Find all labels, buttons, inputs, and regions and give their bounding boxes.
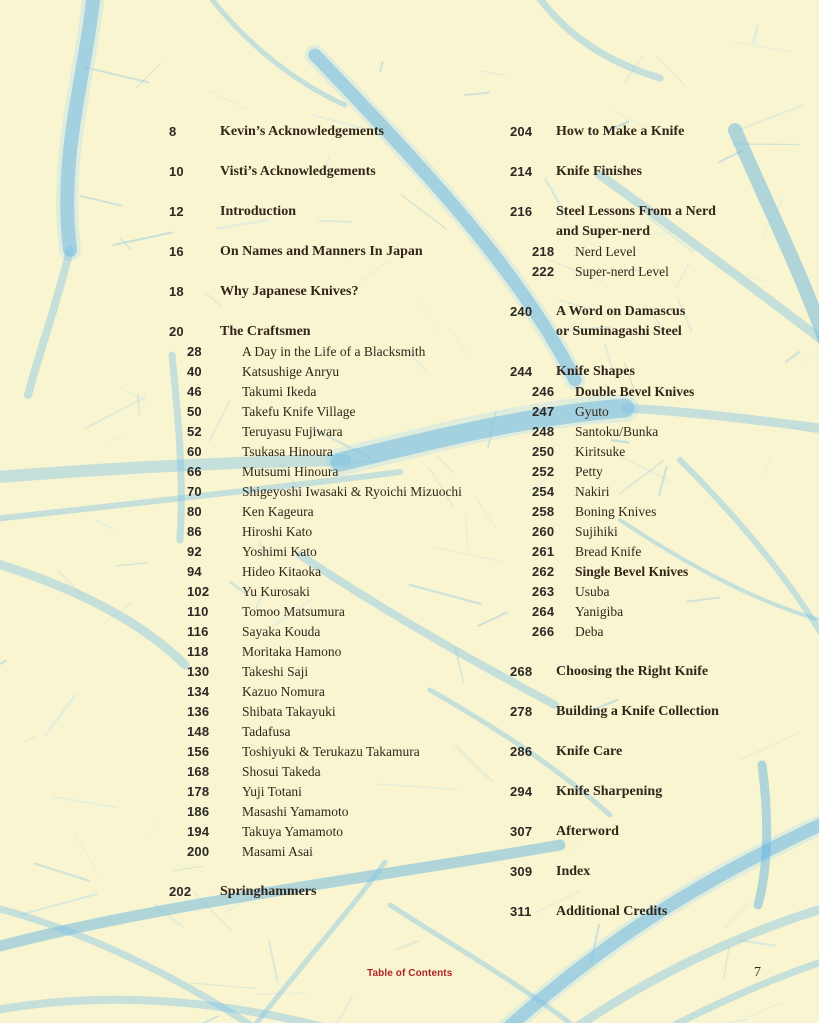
toc-entry-title: Takumi Ikeda bbox=[242, 384, 317, 399]
toc-entry bbox=[169, 422, 504, 442]
toc-entry-title: Additional Credits bbox=[556, 904, 668, 919]
toc-entry bbox=[169, 542, 504, 562]
toc-entry bbox=[510, 242, 815, 262]
toc-entry-title: Toshiyuki & Terukazu Takamura bbox=[242, 744, 420, 759]
toc-entry-page-number: 186 bbox=[187, 804, 210, 819]
toc-entry-title: Hideo Kitaoka bbox=[242, 564, 322, 579]
toc-entry-page-number: 46 bbox=[187, 384, 202, 399]
toc-entry bbox=[510, 562, 815, 582]
toc-entry-page-number: 94 bbox=[187, 564, 202, 579]
toc-entry bbox=[510, 742, 815, 762]
toc-entry-title: Petty bbox=[575, 464, 603, 479]
toc-entry bbox=[510, 702, 815, 722]
toc-entry-page-number: 12 bbox=[169, 204, 184, 219]
toc-column-left bbox=[169, 122, 504, 902]
toc-entry bbox=[510, 862, 815, 882]
toc-entry bbox=[169, 782, 504, 802]
toc-entry-page-number: 194 bbox=[187, 824, 210, 839]
toc-entry-page-number: 204 bbox=[510, 124, 533, 139]
toc-entry-title: Single Bevel Knives bbox=[575, 564, 689, 579]
toc-entry-page-number: 268 bbox=[510, 664, 533, 679]
toc-entry-page-number: 202 bbox=[169, 884, 192, 899]
toc-entry-title: Springhammers bbox=[220, 884, 317, 899]
toc-entry-title: Boning Knives bbox=[575, 504, 657, 519]
toc-entry bbox=[510, 482, 815, 502]
toc-entry-page-number: 130 bbox=[187, 664, 210, 679]
toc-entry bbox=[169, 122, 504, 142]
toc-entry bbox=[169, 802, 504, 822]
toc-entry bbox=[169, 702, 504, 722]
toc-entry bbox=[169, 842, 504, 862]
toc-entry bbox=[510, 582, 815, 602]
page-number: 7 bbox=[754, 965, 761, 980]
toc-entry-page-number: 258 bbox=[532, 504, 555, 519]
toc-entry-page-number: 216 bbox=[510, 204, 533, 219]
toc-entry-page-number: 136 bbox=[187, 704, 210, 719]
toc-entry-title: Super-nerd Level bbox=[575, 264, 669, 279]
toc-entry-title: Knife Sharpening bbox=[556, 784, 663, 799]
toc-entry-page-number: 250 bbox=[532, 444, 555, 459]
toc-entry bbox=[169, 762, 504, 782]
toc-entry-page-number: 148 bbox=[187, 724, 210, 739]
toc-entry-title: A Day in the Life of a Blacksmith bbox=[242, 344, 426, 359]
toc-entry-title: Kiritsuke bbox=[575, 444, 626, 459]
toc-entry-page-number: 92 bbox=[187, 544, 202, 559]
toc-entry bbox=[169, 882, 504, 902]
toc-entry-title: The Craftsmen bbox=[220, 324, 311, 339]
toc-entry-title: Sujihiki bbox=[575, 524, 618, 539]
toc-entry bbox=[169, 482, 504, 502]
toc-entry-page-number: 86 bbox=[187, 524, 202, 539]
toc-entry bbox=[510, 362, 815, 382]
toc-entry-page-number: 118 bbox=[187, 644, 209, 659]
toc-entry bbox=[510, 902, 815, 922]
toc-entry-page-number: 214 bbox=[510, 164, 533, 179]
toc-column-right bbox=[510, 122, 815, 922]
toc-entry-title: Kevin’s Acknowledgements bbox=[220, 124, 384, 139]
toc-entry bbox=[169, 562, 504, 582]
toc-entry-page-number: 244 bbox=[510, 364, 533, 379]
toc-entry-title: Knife Shapes bbox=[556, 364, 635, 379]
toc-entry bbox=[510, 662, 815, 682]
toc-entry bbox=[169, 622, 504, 642]
toc-entry-title: Nerd Level bbox=[575, 244, 637, 259]
toc-entry bbox=[510, 502, 815, 522]
toc-entry-page-number: 252 bbox=[532, 464, 555, 479]
toc-entry bbox=[510, 262, 815, 282]
toc-entry bbox=[510, 162, 815, 182]
toc-entry-page-number: 102 bbox=[187, 584, 210, 599]
toc-entry-title: Gyuto bbox=[575, 404, 609, 419]
toc-entry-title: Takefu Knife Village bbox=[242, 404, 356, 419]
toc-entry-page-number: 40 bbox=[187, 364, 202, 379]
toc-entry bbox=[169, 462, 504, 482]
toc-entry bbox=[510, 602, 815, 622]
toc-entry bbox=[510, 442, 815, 462]
toc-entry-page-number: 178 bbox=[187, 784, 210, 799]
toc-entry-page-number: 294 bbox=[510, 784, 533, 799]
toc-entry-page-number: 28 bbox=[187, 344, 202, 359]
toc-entry bbox=[169, 322, 504, 342]
toc-entry-page-number: 66 bbox=[187, 464, 202, 479]
toc-entry bbox=[169, 242, 504, 262]
toc-entry bbox=[510, 122, 815, 142]
toc-entry-title: On Names and Manners In Japan bbox=[220, 244, 423, 259]
toc-entry-title: Nakiri bbox=[575, 484, 610, 499]
toc-entry bbox=[169, 362, 504, 382]
toc-entry-page-number: 248 bbox=[532, 424, 555, 439]
toc-entry-page-number: 218 bbox=[532, 244, 555, 259]
toc-entry-page-number: 16 bbox=[169, 244, 184, 259]
toc-entry-page-number: 134 bbox=[187, 684, 210, 699]
toc-entry-page-number: 307 bbox=[510, 824, 533, 839]
toc-entry-page-number: 311 bbox=[510, 904, 532, 919]
toc-entry bbox=[169, 162, 504, 182]
toc-entry-title: Ken Kageura bbox=[242, 504, 314, 519]
toc-entry bbox=[169, 642, 504, 662]
toc-entry bbox=[510, 782, 815, 802]
toc-entry-title: Afterword bbox=[556, 824, 619, 839]
toc-entry-page-number: 246 bbox=[532, 384, 555, 399]
toc-entry bbox=[169, 282, 504, 302]
toc-entry-title: Knife Care bbox=[556, 744, 623, 759]
toc-entry-page-number: 222 bbox=[532, 264, 555, 279]
toc-entry-title: Moritaka Hamono bbox=[242, 644, 342, 659]
toc-entry-title: Yanigiba bbox=[575, 604, 624, 619]
toc-entry-title: Shibata Takayuki bbox=[242, 704, 336, 719]
toc-entry bbox=[169, 602, 504, 622]
toc-entry bbox=[169, 342, 504, 362]
toc-entry-page-number: 20 bbox=[169, 324, 184, 339]
toc-entry bbox=[510, 542, 815, 562]
toc-entry-title: Masashi Yamamoto bbox=[242, 804, 349, 819]
toc-entry-page-number: 60 bbox=[187, 444, 202, 459]
toc-entry-title: Hiroshi Kato bbox=[242, 524, 313, 539]
toc-entry-page-number: 247 bbox=[532, 404, 555, 419]
toc-entry-title: Kazuo Nomura bbox=[242, 684, 325, 699]
toc-entry-page-number: 200 bbox=[187, 844, 210, 859]
toc-entry bbox=[510, 302, 815, 342]
toc-entry bbox=[169, 382, 504, 402]
toc-entry-page-number: 266 bbox=[532, 624, 555, 639]
toc-entry-title: Tomoo Matsumura bbox=[242, 604, 345, 619]
toc-entry-page-number: 156 bbox=[187, 744, 210, 759]
toc-entry-page-number: 286 bbox=[510, 744, 533, 759]
toc-entry-title: Visti’s Acknowledgements bbox=[220, 164, 376, 179]
toc-entry bbox=[510, 382, 815, 402]
toc-entry bbox=[510, 622, 815, 642]
toc-entry-title: Shigeyoshi Iwasaki & Ryoichi Mizuochi bbox=[242, 484, 462, 499]
toc-entry-title: Knife Finishes bbox=[556, 164, 642, 179]
toc-entry-title: Shosui Takeda bbox=[242, 764, 321, 779]
toc-entry-page-number: 264 bbox=[532, 604, 555, 619]
toc-entry-page-number: 70 bbox=[187, 484, 202, 499]
toc-entry-title: Usuba bbox=[575, 584, 610, 599]
toc-entry-title: Steel Lessons From a Nerd and Super-nerd bbox=[556, 202, 716, 242]
toc-entry bbox=[510, 522, 815, 542]
toc-entry-page-number: 240 bbox=[510, 304, 533, 319]
toc-entry bbox=[510, 202, 815, 242]
toc-entry-title-line2: and Super-nerd bbox=[556, 224, 651, 239]
toc-entry-title-line2: or Suminagashi Steel bbox=[556, 324, 682, 339]
toc-entry-title: Index bbox=[556, 864, 591, 879]
footer-section-label: Table of Contents bbox=[367, 968, 453, 979]
toc-entry bbox=[510, 402, 815, 422]
toc-entry-title: Katsushige Anryu bbox=[242, 364, 340, 379]
toc-entry bbox=[169, 402, 504, 422]
toc-entry bbox=[169, 522, 504, 542]
toc-entry-title: Choosing the Right Knife bbox=[556, 664, 709, 679]
toc-entry-page-number: 263 bbox=[532, 584, 555, 599]
toc-entry bbox=[169, 662, 504, 682]
toc-entry bbox=[169, 582, 504, 602]
toc-entry bbox=[510, 422, 815, 442]
toc-entry bbox=[169, 442, 504, 462]
toc-entry-title: How to Make a Knife bbox=[556, 124, 685, 139]
toc-entry-title: Masami Asai bbox=[242, 844, 313, 859]
toc-entry-title: Mutsumi Hinoura bbox=[242, 464, 339, 479]
toc-entry-title: Sayaka Kouda bbox=[242, 624, 321, 639]
toc-entry bbox=[169, 682, 504, 702]
toc-entry-title: Tsukasa Hinoura bbox=[242, 444, 333, 459]
toc-entry bbox=[169, 742, 504, 762]
toc-entry-page-number: 18 bbox=[169, 284, 184, 299]
toc-entry-page-number: 10 bbox=[169, 164, 184, 179]
toc-entry-title: Takuya Yamamoto bbox=[242, 824, 344, 839]
toc-entry-title: Teruyasu Fujiwara bbox=[242, 424, 343, 439]
toc-entry-page-number: 8 bbox=[169, 124, 177, 139]
toc-entry-title: Introduction bbox=[220, 204, 296, 219]
toc-entry bbox=[169, 822, 504, 842]
toc-entry-title: Deba bbox=[575, 624, 604, 639]
toc-entry-title: Double Bevel Knives bbox=[575, 384, 695, 399]
toc-entry-page-number: 168 bbox=[187, 764, 210, 779]
toc-entry bbox=[169, 202, 504, 222]
toc-entry-page-number: 52 bbox=[187, 424, 202, 439]
toc-entry-title: Building a Knife Collection bbox=[556, 704, 719, 719]
toc-entry bbox=[510, 822, 815, 842]
toc-entry-title: Yu Kurosaki bbox=[242, 584, 310, 599]
toc-entry bbox=[169, 502, 504, 522]
toc-entry-page-number: 50 bbox=[187, 404, 202, 419]
toc-entry-title: Why Japanese Knives? bbox=[220, 284, 359, 299]
toc-entry bbox=[510, 462, 815, 482]
toc-entry bbox=[169, 722, 504, 742]
toc-entry-page-number: 260 bbox=[532, 524, 555, 539]
toc-entry-page-number: 116 bbox=[187, 624, 209, 639]
toc-entry-title: Takeshi Saji bbox=[242, 664, 309, 679]
toc-entry-page-number: 262 bbox=[532, 564, 555, 579]
toc-entry-title: Yoshimi Kato bbox=[242, 544, 317, 559]
toc-entry-title: Tadafusa bbox=[242, 724, 291, 739]
toc-entry-title: Bread Knife bbox=[575, 544, 642, 559]
toc-entry-page-number: 80 bbox=[187, 504, 202, 519]
toc-entry-title: A Word on Damascus or Suminagashi Steel bbox=[556, 302, 685, 342]
toc-entry-page-number: 261 bbox=[532, 544, 555, 559]
toc-entry-page-number: 254 bbox=[532, 484, 555, 499]
toc-entry-page-number: 309 bbox=[510, 864, 533, 879]
toc-entry-title: Yuji Totani bbox=[242, 784, 302, 799]
toc-entry-page-number: 278 bbox=[510, 704, 533, 719]
toc-entry-page-number: 110 bbox=[187, 604, 209, 619]
toc-entry-title: Santoku/Bunka bbox=[575, 424, 659, 439]
